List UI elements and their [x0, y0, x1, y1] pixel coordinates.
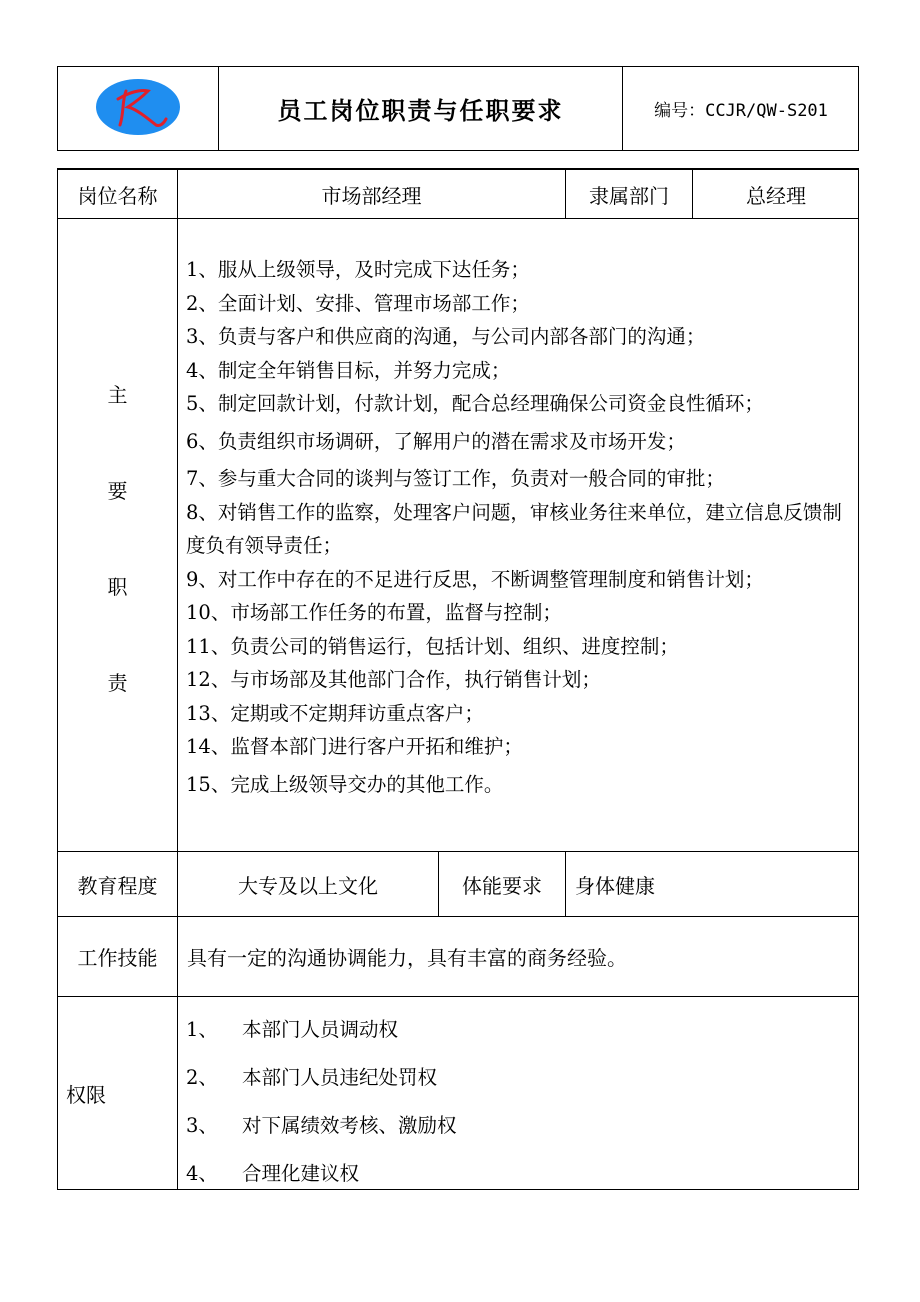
authority-number: 2、	[186, 1066, 218, 1089]
skills-value: 具有一定的沟通协调能力，具有丰富的商务经验。	[187, 946, 627, 970]
duty-item: 8、对销售工作的监察，处理客户问题，审核业务往来单位，建立信息反馈制度负有领导责任；	[186, 500, 842, 557]
duty-item: 3、负责与客户和供应商的沟通，与公司内部各部门的沟通；	[186, 325, 706, 348]
authority-label: 权限	[66, 1082, 106, 1107]
duty-item: 12、与市场部及其他部门合作，执行销售计划；	[186, 668, 601, 691]
education-label: 教育程度	[77, 873, 158, 898]
duty-item: 13、定期或不定期拜访重点客户；	[186, 701, 484, 725]
duty-item: 6、负责组织市场调研，了解用户的潜在需求及市场开发；	[186, 429, 686, 453]
position-name-label: 岗位名称	[77, 183, 158, 208]
authority-text: 对下属绩效考核、激励权	[242, 1114, 457, 1137]
company-logo	[96, 79, 180, 135]
physical-label: 体能要求	[462, 873, 542, 898]
duty-item: 14、监督本部门进行客户开拓和维护；	[186, 735, 523, 758]
authority-text: 合理化建议权	[242, 1162, 360, 1185]
logo-k-icon	[96, 79, 180, 135]
main-duties-label	[57, 219, 178, 851]
authority-number: 3、	[186, 1114, 218, 1137]
department-value: 总经理	[746, 183, 806, 208]
duty-item: 10、市场部工作任务的布置，监督与控制；	[186, 601, 562, 624]
duty-label-char: 要	[107, 479, 128, 503]
education-value: 大专及以上文化	[238, 873, 378, 898]
duty-label-char: 职	[107, 575, 128, 599]
physical-value: 身体健康	[575, 873, 655, 898]
column-divider	[565, 851, 566, 917]
duty-item: 2、全面计划、安排、管理市场部工作；	[186, 291, 530, 315]
authority-item	[186, 1148, 846, 1196]
duty-item: 7、参与重大合同的谈判与签订工作，负责对一般合同的审批；	[186, 467, 725, 490]
duty-item: 15、完成上级领导交办的其他工作。	[186, 772, 504, 796]
authority-number: 4、	[186, 1162, 218, 1185]
duty-label-char: 主	[107, 383, 128, 407]
department-label: 隶属部门	[589, 183, 669, 208]
duty-item: 5、制定回款计划，付款计划，配合总经理确保公司资金良性循环；	[186, 392, 764, 415]
duty-item: 1、服从上级领导，及时完成下达任务；	[186, 258, 530, 281]
document-title: 员工岗位职责与任职要求	[277, 96, 564, 125]
duties-list	[186, 253, 856, 801]
position-name-value: 市场部经理	[321, 183, 422, 208]
duty-label-char: 责	[107, 671, 128, 695]
authority-list	[186, 1004, 846, 1196]
duty-item: 11、负责公司的销售运行，包括计划、组织、进度控制；	[186, 634, 679, 658]
authority-item	[186, 1052, 846, 1100]
duty-item: 4、制定全年销售目标，并努力完成；	[186, 358, 511, 382]
skills-label: 工作技能	[77, 946, 158, 970]
authority-text: 本部门人员违纪处罚权	[242, 1066, 438, 1089]
document-code: 编号：CCJR/QW-S201	[654, 101, 828, 121]
duty-item: 9、对工作中存在的不足进行反思，不断调整管理制度和销售计划；	[186, 567, 764, 591]
authority-text: 本部门人员调动权	[242, 1018, 399, 1041]
authority-item	[186, 1100, 846, 1148]
authority-item	[186, 1004, 846, 1052]
authority-number: 1、	[186, 1018, 218, 1041]
